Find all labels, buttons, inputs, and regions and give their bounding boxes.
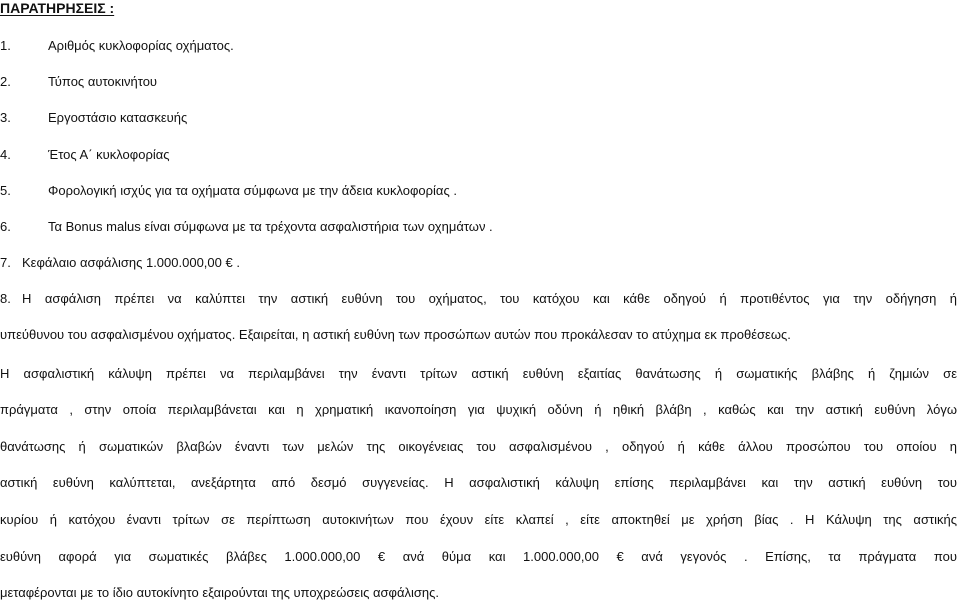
item-number: 1.	[0, 38, 11, 53]
item8-line: θανάτωσης ή σωματικών βλαβών έναντι των μελών της οικογένειας του ασφαλισμένου , οδηγού ή κάθε άλλου προσώπου του οποίου η	[0, 439, 957, 454]
notes-heading: ΠΑΡΑΤΗΡΗΣΕΙΣ :	[0, 0, 115, 16]
list-item	[0, 255, 240, 270]
item-number: 4.	[0, 147, 11, 162]
list-item	[0, 219, 493, 234]
item-text: Έτος Α΄ κυκλοφορίας	[48, 147, 170, 162]
item-text: Τύπος αυτοκινήτου	[48, 74, 158, 89]
item-number: 5.	[0, 183, 11, 198]
item-text: Φορολογική ισχύς για τα οχήματα σύμφωνα με την άδεια κυκλοφορίας .	[48, 183, 457, 198]
list-item	[0, 74, 157, 89]
item-number: 8.	[0, 291, 11, 306]
item8-line: αστική ευθύνη καλύπτεται, ανεξάρτητα από δεσμό συγγενείας. Η ασφαλιστική κάλυψη επίσης περιλαμβάνει και την αστική ευθύνη του	[0, 475, 957, 490]
item-number: 6.	[0, 219, 11, 234]
list-item	[0, 147, 170, 162]
item8-line: ευθύνη αφορά για σωματικές βλάβες 1.000.000,00 € ανά θύμα και 1.000.000,00 € ανά γεγονός . Επίσης, τα πράγματα που	[0, 549, 957, 564]
item8-line: κυρίου ή κατόχου έναντι τρίτων σε περίπτωση αυτοκινήτων που έχουν είτε κλαπεί , είτε αποκτηθεί με χρήση βίας . Η Κάλυψη της αστικής	[0, 512, 957, 527]
item8-line: υπεύθυνου του ασφαλισμένου οχήματος. Εξαιρείται, η αστική ευθύνη των προσώπων αυτών που προκάλεσαν το ατύχημα εκ προθέσεως.	[0, 327, 791, 342]
item-text: Η ασφάλιση πρέπει να καλύπτει την αστική ευθύνη του οχήματος, του κατόχου και κάθε οδηγού ή προτιθέντος για την οδήγηση ή	[22, 291, 957, 306]
list-item	[0, 110, 187, 125]
item8-line: Η ασφαλιστική κάλυψη πρέπει να περιλαμβάνει την έναντι τρίτων αστική ευθύνη εξαιτίας θανάτωσης ή σωματικής βλάβης ή ζημιών σε	[0, 366, 957, 381]
item-number: 7.	[0, 255, 11, 270]
item-text: Αριθμός κυκλοφορίας οχήματος.	[48, 38, 234, 53]
list-item	[0, 38, 234, 53]
item-number: 3.	[0, 110, 11, 125]
item8-line: μεταφέρονται με το ίδιο αυτοκίνητο εξαιρούνται της υποχρεώσεις ασφάλισης.	[0, 585, 439, 600]
item-number: 2.	[0, 74, 11, 89]
item8-line	[0, 291, 957, 306]
item-text: Κεφάλαιο ασφάλισης 1.000.000,00 € .	[22, 255, 240, 270]
item8-line: πράγματα , στην οποία περιλαμβάνεται και η χρηματική ικανοποίηση για ψυχική οδύνη ή ηθική βλάβη , καθώς και την αστική ευθύνη λόγω	[0, 402, 957, 417]
item-text: Εργοστάσιο κατασκευής	[48, 110, 188, 125]
list-item	[0, 183, 457, 198]
item-text: Τα Bonus malus είναι σύμφωνα με τα τρέχοντα ασφαλιστήρια των οχημάτων .	[48, 219, 493, 234]
